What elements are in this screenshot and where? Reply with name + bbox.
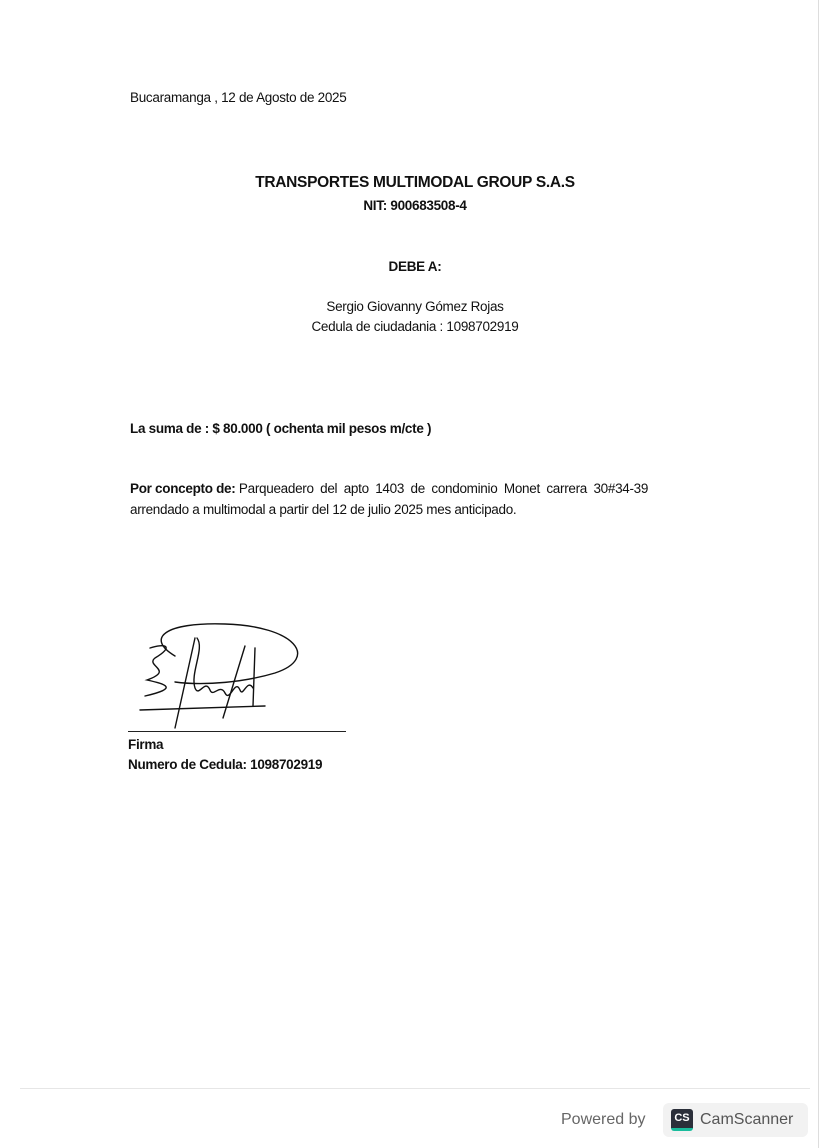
concept-label: Por concepto de: — [130, 481, 236, 496]
company-nit: NIT: 900683508-4 — [363, 198, 467, 213]
handwritten-signature — [135, 618, 315, 733]
sum-line — [130, 421, 431, 436]
creditor-name: Sergio Giovanny Gómez Rojas — [326, 299, 504, 314]
footer-divider — [20, 1088, 810, 1089]
creditor-id: Cedula de ciudadania : 1098702919 — [311, 319, 519, 334]
place-date: Bucaramanga , 12 de Agosto de 2025 — [130, 90, 347, 105]
signature-id: Numero de Cedula: 1098702919 — [128, 757, 323, 772]
sum-value: $ 80.000 ( ochenta mil pesos m/cte ) — [212, 421, 432, 436]
sum-label: La suma de : — [130, 421, 209, 436]
camscanner-logo-icon: CS — [671, 1109, 693, 1131]
powered-by-text: Powered by — [561, 1111, 646, 1128]
company-name: TRANSPORTES MULTIMODAL GROUP S.A.S — [255, 174, 575, 191]
concept-text-2: arrendado a multimodal a partir del 12 de julio 2025 mes anticipado. — [130, 502, 517, 517]
camscanner-brand: CamScanner — [700, 1111, 794, 1128]
debe-a-heading: DEBE A: — [388, 259, 442, 274]
camscanner-badge[interactable] — [663, 1103, 808, 1137]
concept-line-1 — [130, 481, 648, 496]
concept-text-1: Parqueadero del apto 1403 de condominio Monet carrera 30#34-39 — [238, 481, 649, 496]
signature-line — [128, 731, 346, 732]
signature-label: Firma — [128, 737, 164, 752]
